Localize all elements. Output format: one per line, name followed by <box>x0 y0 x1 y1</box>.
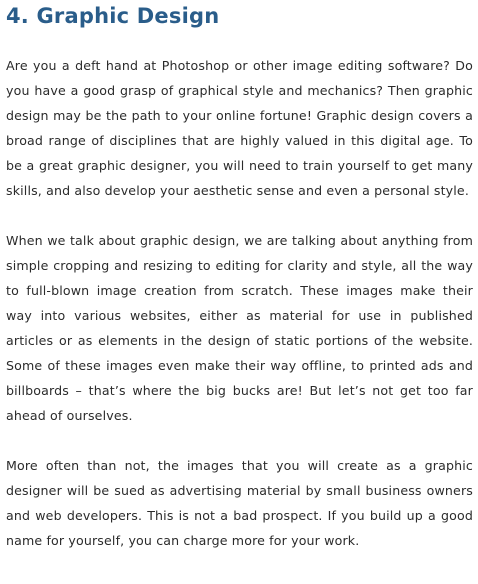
section-heading: 4. Graphic Design <box>6 4 220 28</box>
paragraph-intro: Are you a deft hand at Photoshop or other image editing software? Do you have a good grasp of graphical style and mechanics? Then graphic design may be the path to your online fortune! Graphic design covers a broad range of disciplines that are highly valued in this digital age. To be a great graphic designer, you will need to train yourself to get many skills, and also develop your aesthetic sense and even a personal style. <box>6 58 473 198</box>
paragraph-scope: When we talk about graphic design, we are talking about anything from simple cropping and resizing to editing for clarity and style, all the way to full-blown image creation from scratch. These images make their way into various websites, either as material for use in published articles or as elements in the design of static portions of the website. Some of these images even make their way offline, to printed ads and billboards – that’s where the big bucks are! But let’s not get too far ahead of ourselves. <box>6 233 473 423</box>
paragraph-clients: More often than not, the images that you will create as a graphic designer will be sued as advertising material by small business owners and web developers. This is not a bad prospect. If you build up a good name for yourself, you can charge more for your work. <box>6 458 473 548</box>
